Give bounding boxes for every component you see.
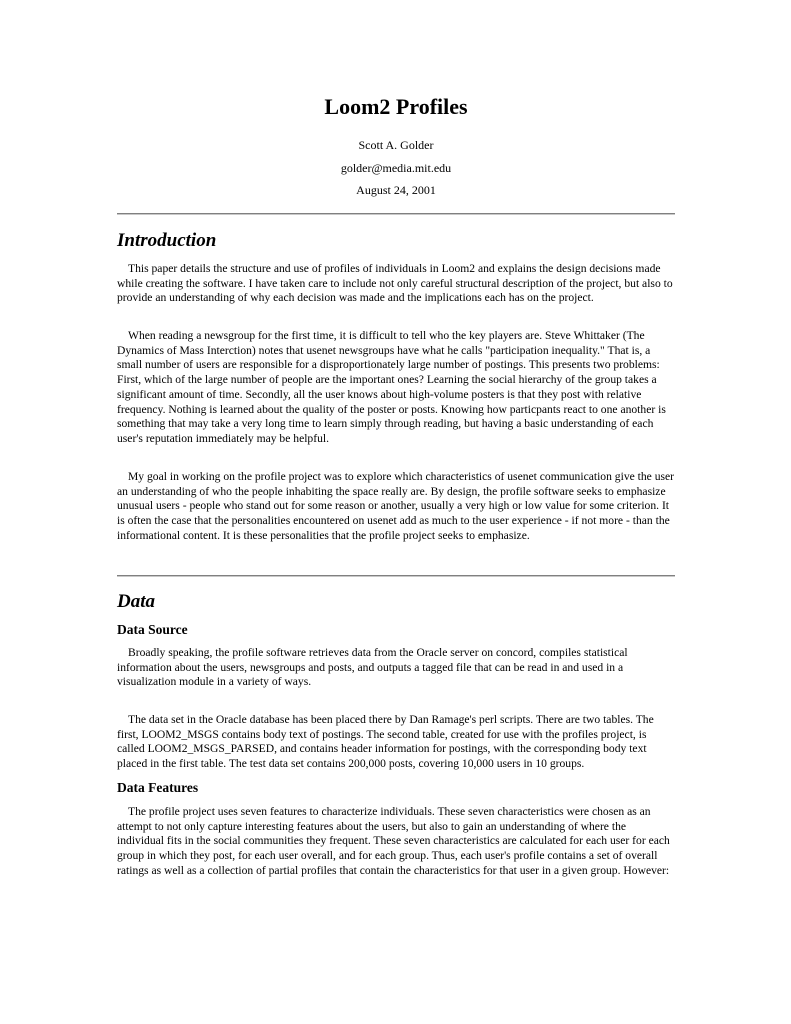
paragraph: This paper details the structure and use of profiles of individuals in Loom2 and explains the design decisions made while creating the software. I have taken care to include not only careful structural description of the project, but also to provide an understanding of why each decision was made and the implications each has on the project.	[117, 262, 673, 305]
paragraph: My goal in working on the profile project was to explore which characteristics of usenet communication give the user an understanding of who the people inhabiting the space really are. By design, the profile software seeks to emphasize unusual users - people who stand out for some reason or another, usually a very high or low value for some criterion. It is often the case that the personalities encountered on usenet add as much to the user experience - if not more - than the informational content. It is these personalities that the profile project seeks to emphasize.	[117, 470, 675, 542]
paper-title: Loom2 Profiles	[324, 94, 468, 119]
divider-rule	[117, 213, 675, 215]
paragraph: When reading a newsgroup for the first time, it is difficult to tell who the key players are. Steve Whittaker (The Dynamics of Mass Interction) notes that usenet newsgroups have what he calls "participation inequality." That is, a small number of users are responsible for a disproportionately large number of postings. This presents two problems: First, which of the large number of people are the important ones? Learning the social hierarchy of the group takes a significant amount of time. Secondly, all the user knows about high-volume posters is that they post with relative frequency. Nothing is learned about the quality of the poster or posts. Knowing how particpants react to one another is something that may take a very long time to learn simply through reading, but having a basic understanding of each user's reputation immediately may be helpful.	[117, 329, 666, 445]
paragraph: The profile project uses seven features to characterize individuals. These seven characteristics were chosen as an attempt to not only capture interesting features about the users, but also to gain an understanding of where the individual fits in the social communities they frequent. These seven characteristics are calculated for each user for each group in which they post, for each user overall, and for each group. Thus, each user's profile contains a set of overall ratings as well as a collection of partial profiles that contain the characteristics for that user in a given group. However:	[117, 805, 670, 877]
author-email: golder@media.mit.edu	[340, 161, 452, 175]
author-name: Scott A. Golder	[358, 138, 434, 152]
paper-date: August 24, 2001	[356, 183, 436, 197]
section-heading-introduction: Introduction	[117, 230, 217, 251]
paragraph: The data set in the Oracle database has been placed there by Dan Ramage's perl scripts. There are two tables. The first, LOOM2_MSGS contains body text of postings. The second table, created for use with the profiles project, is called LOOM2_MSGS_PARSED, and contains header information for postings, with the corresponding body text placed in the first table. The test data set contains 200,000 posts, covering 10,000 users in 10 groups.	[117, 713, 654, 771]
subsection-heading-data-features: Data Features	[117, 780, 199, 795]
section-heading-data: Data	[117, 591, 155, 612]
divider-rule	[117, 575, 675, 577]
subsection-heading-data-source: Data Source	[117, 622, 188, 637]
paragraph: Broadly speaking, the profile software retrieves data from the Oracle server on concord, compiles statistical information about the users, newsgroups and posts, and outputs a tagged file that can be read in and used in a visualization module in a variety of ways.	[117, 646, 628, 689]
